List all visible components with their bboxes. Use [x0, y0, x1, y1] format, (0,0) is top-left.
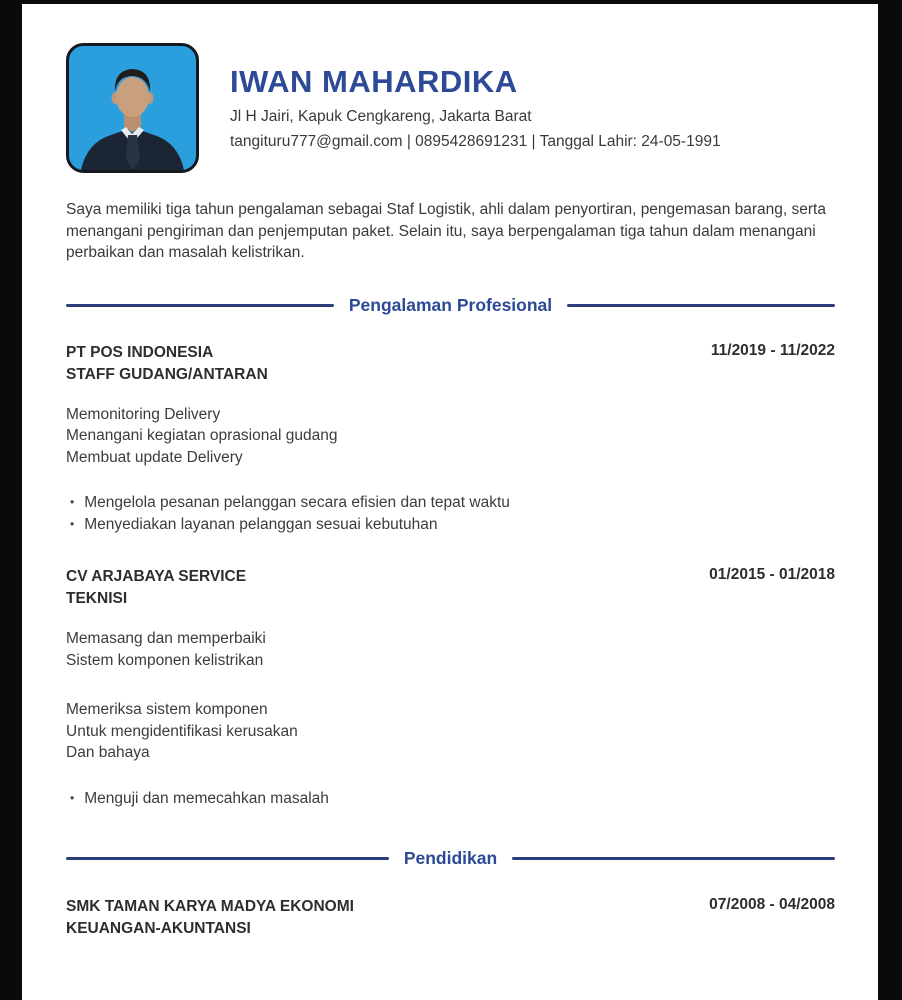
resume-header: [66, 43, 835, 173]
summary-paragraph: Saya memiliki tiga tahun pengalaman sebagai Staf Logistik, ahli dalam penyortiran, pengemasan barang, serta menangani pengiriman dan penjemputan paket. Selain itu, saya berpengalaman tiga tahun dalam menangani perbaikan dan masalah kelistrikan.: [66, 201, 826, 261]
education-entry: [66, 896, 835, 940]
experience-entry-2: [66, 566, 835, 809]
bullet-text: • Menyediakan layanan pelanggan sesuai kebutuhan: [84, 515, 438, 533]
bullet-text: • Menguji dan memecahkan masalah: [84, 789, 329, 807]
job-description: [66, 628, 835, 671]
description-line: Memeriksa sistem komponen: [66, 701, 268, 718]
job-header: [66, 342, 835, 386]
bullet-item: [66, 514, 835, 536]
school-name: SMK TAMAN KARYA MADYA EKONOMI: [66, 898, 354, 915]
description-line: Untuk mengidentifikasi kerusakan: [66, 722, 298, 740]
description-line: Membuat update Delivery: [66, 448, 243, 466]
description-line: Dan bahaya: [66, 744, 150, 761]
job-titles: [66, 342, 268, 386]
job-role: STAFF GUDANG/ANTARAN: [66, 365, 268, 383]
resume-page: [22, 4, 878, 1000]
profile-photo-illustration: [66, 43, 199, 173]
job-bullet-list: [66, 788, 835, 810]
job-header: [66, 566, 835, 610]
job-dates: 01/2015 - 01/2018: [709, 566, 835, 583]
contact-line: tangituru777@gmail.com | 0895428691231 | Tanggal Lahir: 24-05-1991: [230, 133, 721, 150]
job-bullet-list: [66, 492, 835, 535]
experience-entry-1: [66, 342, 835, 536]
header-text-block: [230, 43, 721, 173]
bullet-item: [66, 788, 835, 810]
section-rule-right: [567, 304, 835, 307]
bullet-text: • Mengelola pesanan pelanggan secara efisien dan tepat waktu: [84, 494, 510, 511]
company-name: PT POS INDONESIA: [66, 343, 214, 361]
job-description: [66, 699, 835, 764]
description-line: Memonitoring Delivery: [66, 405, 221, 423]
person-name: IWAN MAHARDIKA: [230, 64, 518, 99]
job-role: TEKNISI: [66, 590, 128, 607]
education-major: KEUANGAN-AKUNTANSI: [66, 920, 251, 937]
section-header-experience: [66, 295, 835, 316]
education-titles: [66, 896, 354, 940]
company-name: CV ARJABAYA SERVICE: [66, 568, 247, 585]
education-dates: 07/2008 - 04/2008: [709, 896, 835, 913]
section-rule-right: [512, 857, 835, 860]
section-header-education: [66, 848, 835, 869]
address-line: Jl H Jairi, Kapuk Cengkareng, Jakarta Barat: [230, 108, 532, 125]
section-rule-left: [66, 857, 389, 860]
section-title-education: Pendidikan: [403, 848, 498, 868]
bullet-item: [66, 492, 835, 514]
description-line: Menangani kegiatan oprasional gudang: [66, 427, 338, 444]
section-title-experience: Pengalaman Profesional: [348, 294, 553, 315]
profile-photo: [66, 43, 199, 173]
description-line: Sistem komponen kelistrikan: [66, 651, 264, 669]
job-titles: [66, 566, 246, 610]
section-rule-left: [66, 304, 334, 307]
job-description: [66, 404, 835, 469]
job-dates: 11/2019 - 11/2022: [710, 341, 835, 359]
description-line: Memasang dan memperbaiki: [66, 630, 266, 647]
